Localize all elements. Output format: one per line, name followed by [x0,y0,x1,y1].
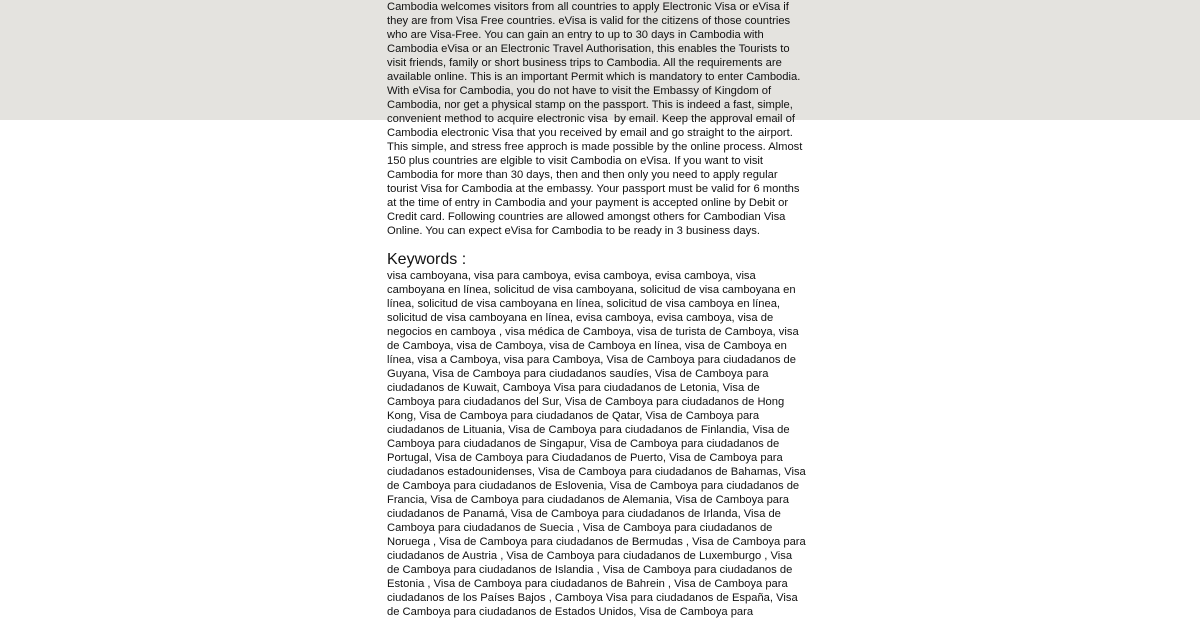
article-description: Cambodia welcomes visitors from all countries to apply Electronic Visa or eVisa if they are from Visa Free countries. eVisa is valid for the citizens of those countries who are Visa-Free. You can gain an entry to up to 30 days in Cambodia with Cambodia eVisa or an Electronic Travel Authorisation, this enables the Tourists to visit friends, family or short business trips to Cambodia. All the requirements are available online. This is an important Permit which is mandatory to enter Cambodia. With eVisa for Cambodia, you do not have to visit the Embassy of Kingdom of Cambodia, nor get a physical stamp on the passport. This is indeed a fast, simple, convenient method to acquire electronic visa by email. Keep the approval email of Cambodia electronic Visa that you received by email and go straight to the airport. This simple, and stress free approch is made possible by the online process. Almost 150 plus countries are elgible to visit Cambodia on eVisa. If you want to visit Cambodia for more than 30 days, then and then only you need to apply regular tourist Visa for Cambodia at the embassy. Your passport must be valid for 6 months at the time of entry in Cambodia and your payment is accepted online by Debit or Credit card. Following countries are allowed amongst others for Cambodian Visa Online. You can expect eVisa for Cambodia to be ready in 3 business days. [387,1,803,237]
keywords-list: visa camboyana, visa para camboya, evisa camboya, evisa camboya, visa camboyana en línea, solicitud de visa camboyana, solicitud de visa camboyana en línea, solicitud de visa camboyana en línea, solicitud de visa camboya en línea, solicitud de visa camboyana en línea, evisa camboya, evisa camboya, visa de negocios en camboya , visa médica de Camboya, visa de turista de Camboya, visa de Camboya, visa de Camboya, visa de Camboya en línea, visa de Camboya en línea, visa a Camboya, visa para Camboya, Visa de Camboya para ciudadanos de Guyana, Visa de Camboya para ciudadanos saudíes, Visa de Camboya para ciudadanos de Kuwait, Camboya Visa para ciudadanos de Letonia, Visa de Camboya para ciudadanos del Sur, Visa de Camboya para ciudadanos de Hong Kong, Visa de Camboya para ciudadanos de Qatar, Visa de Camboya para ciudadanos de Lituania, Visa de Camboya para ciudadanos de Finlandia, Visa de Camboya para ciudadanos de Singapur, Visa de Camboya para ciudadanos de Portugal, Visa de Camboya para Ciudadanos de Puerto, Visa de Camboya para ciudadanos estadounidenses, Visa de Camboya para ciudadanos de Bahamas, Visa de Camboya para ciudadanos de Eslovenia, Visa de Camboya para ciudadanos de Francia, Visa de Camboya para ciudadanos de Alemania, Visa de Camboya para ciudadanos de Panamá, Visa de Camboya para ciudadanos de Irlanda, Visa de Camboya para ciudadanos de Suecia , Visa de Camboya para ciudadanos de Noruega , Visa de Camboya para ciudadanos de Bermudas , Visa de Camboya para ciudadanos de Austria , Visa de Camboya para ciudadanos de Luxemburgo , Visa de Camboya para ciudadanos de Islandia , Visa de Camboya para ciudadanos de Estonia , Visa de Camboya para ciudadanos de Bahrein , Visa de Camboya para ciudadanos de los Países Bajos , Camboya Visa para ciudadanos de España, Visa de Camboya para ciudadanos de Estados Unidos, Visa de Camboya para [387,270,806,618]
keywords-heading: Keywords : [387,251,467,268]
article-content [387,0,839,619]
